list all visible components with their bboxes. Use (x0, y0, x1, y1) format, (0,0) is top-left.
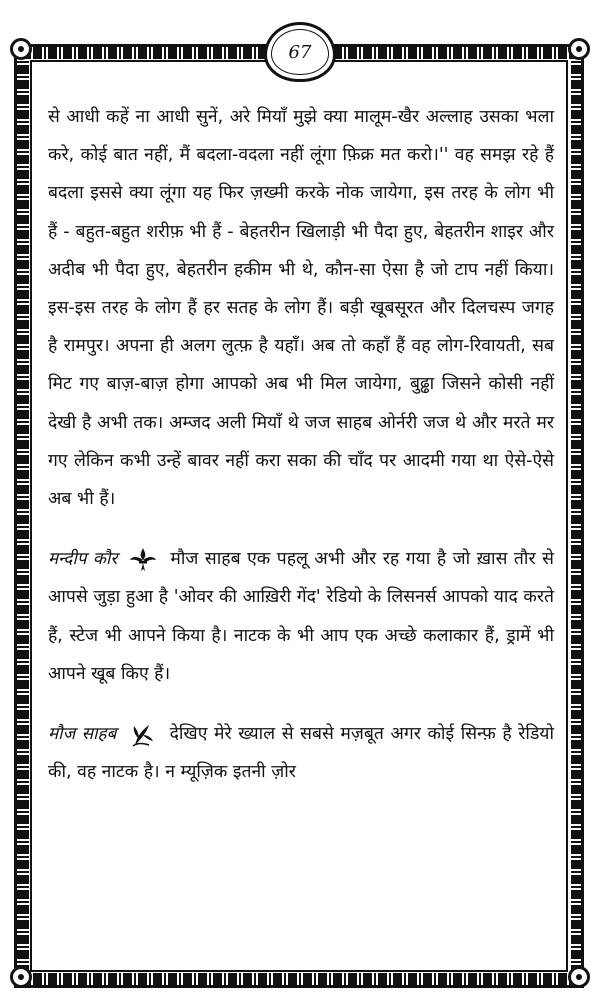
corner-ornament-top-left (10, 38, 32, 60)
dialogue-entry (48, 715, 554, 791)
page-number: 67 (288, 41, 312, 63)
paragraph: से आधी कहें ना आधी सुनें, अरे मियाँ मुझे क्या मालूम-खैर अल्लाह उसका भला करे, कोई बात नहीं, मैं बदला-वदला नहीं लूंगा फ़िक्र मत करो।'' वह समझ रहे हैं बदला इससे क्या लूंगा यह फिर ज़ख्मी करके नोक जायेगा, इस तरह के लोग भी हैं - बहुत-बहुत शरीफ़ भी हैं - बेहतरीन खिलाड़ी भी पैदा हुए, बेहतरीन शाइर और अदीब भी पैदा हुए, बेहतरीन हकीम भी थे, कौन-सा ऐसा है जो टाप नहीं किया। इस-इस तरह के लोग हैं हर सतह के लोग हैं। बड़ी खूबसूरत और दिलचस्प जगह है रामपुर। अपना ही अलग लुत्फ़ है यहाँ। अब तो कहाँ हैं वह लोग-रिवायती, सब मिट गए बाज़-बाज़ होगा आपको अब भी मिल जायेगा, बुढ्ढा जिसने कोसी नहीं देखी है अभी तक। अम्जद अली मियाँ थे जज साहब ओर्नरी जज थे और मरते मर गए लेकिन कभी उन्हें बावर नहीं करा सका की चाँद पर आदमी गया था ऐसे-ऐसे अब भी हैं। (48, 107, 554, 510)
speaker-name: मन्दीप कौर (48, 549, 118, 570)
corner-ornament-bottom-right (568, 966, 590, 988)
corner-ornament-top-right (568, 38, 590, 60)
dialogue-text: देखिए मेरे ख्याल से सबसे मज़बूत अगर कोई सिन्फ़ है रेडियो की, वह नाटक है। न म्यूज़िक इतनी ज़ोर (48, 724, 554, 783)
speaker-name: मौज साहब (48, 724, 117, 745)
corner-ornament-bottom-left (10, 966, 32, 988)
dialogue-entry (48, 540, 554, 693)
fleur-de-lis-icon (128, 546, 158, 572)
dialogue-text: मौज साहब एक पहलू अभी और रह गया है जो ख़ास तौर से आपसे जुड़ा हुआ है 'ओवर की आख़िरी गेंद' रेडियो के लिसनर्स आपको याद करते हैं, स्टेज भी आपने किया है। नाटक के भी आप एक अच्छे कलाकार हैं, ड्रामें भी आपने खूब किए हैं। (48, 549, 554, 684)
page-number-badge (264, 22, 336, 82)
leaf-flourish-icon (127, 721, 157, 747)
page-text (48, 98, 554, 791)
